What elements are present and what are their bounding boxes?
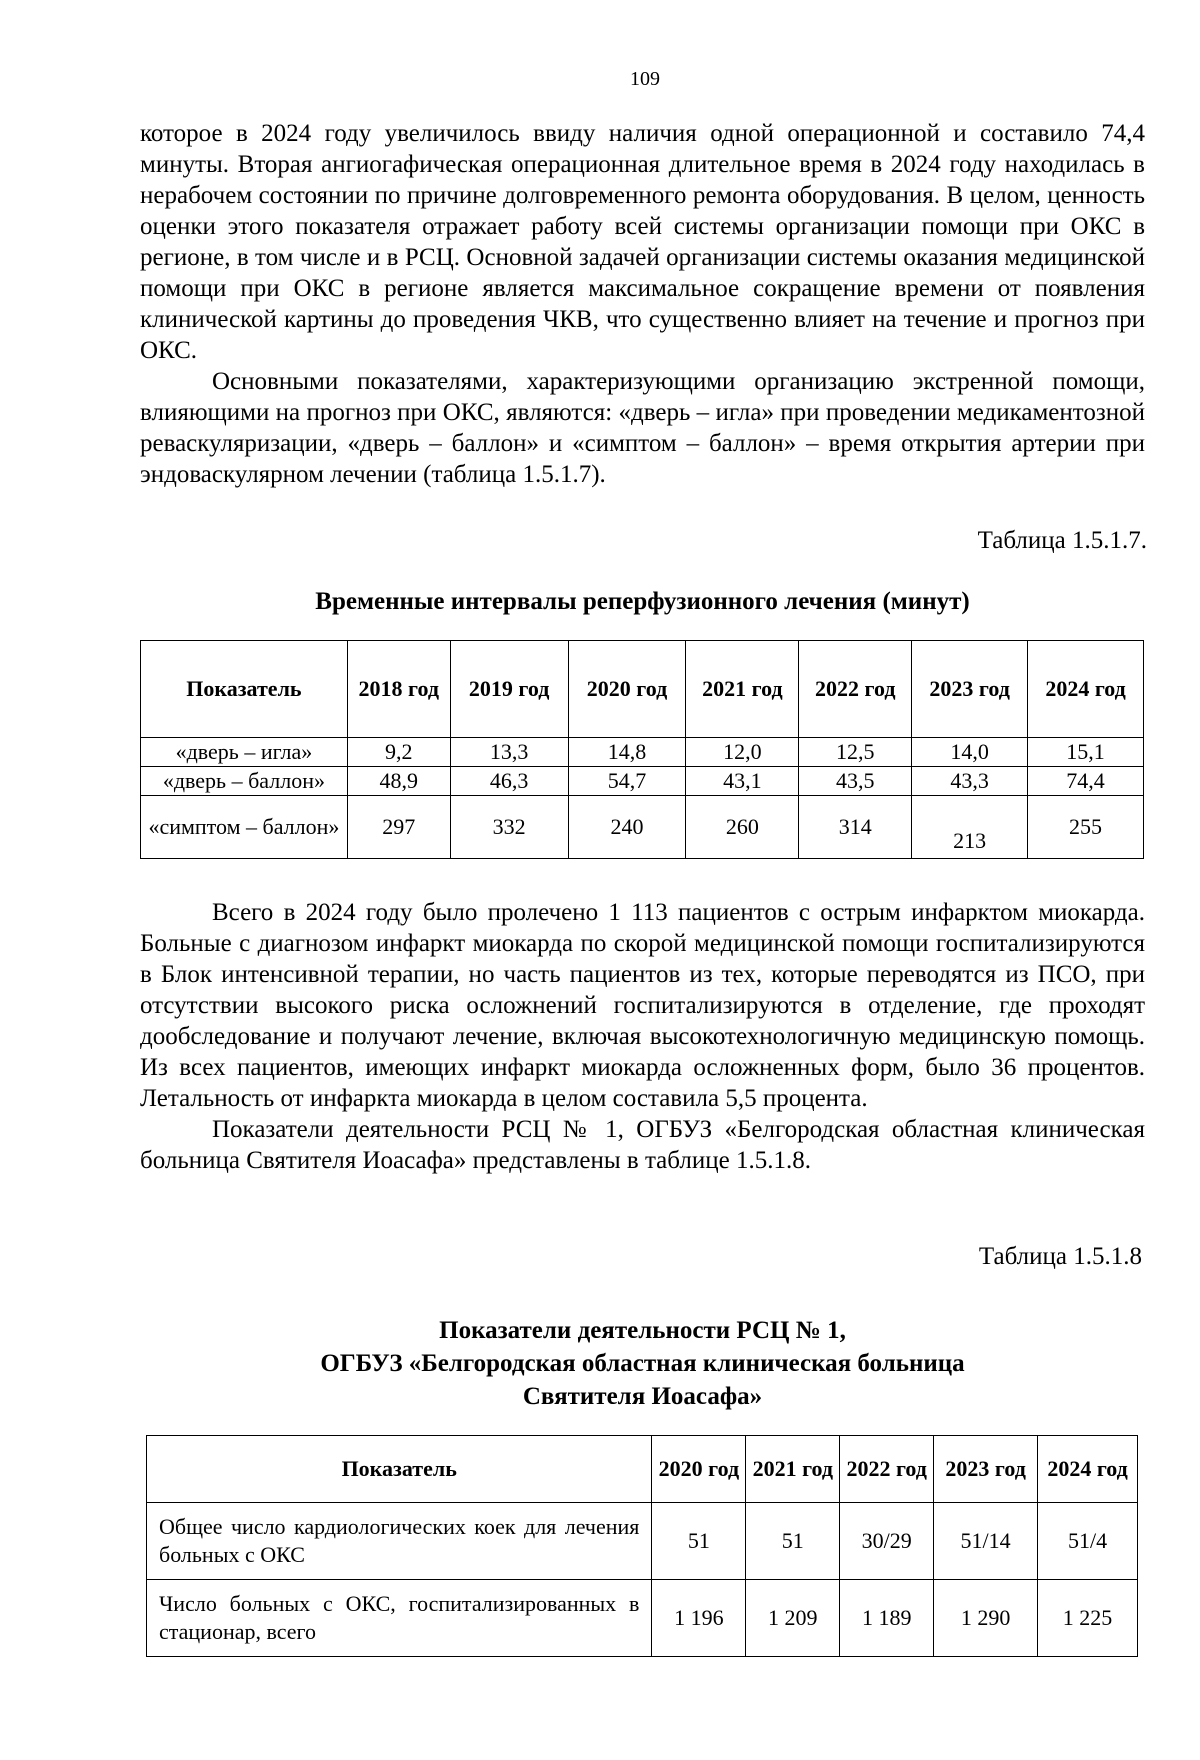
table-cell: 14,0 [912,738,1028,767]
header-cell: 2022 год [799,641,912,738]
table-row [141,767,1144,796]
table-cell: 51 [652,1503,746,1580]
header-cell: 2018 год [347,641,450,738]
header-cell: 2020 год [568,641,686,738]
table-reperfusion-intervals [140,640,1144,859]
table-cell: 1 189 [840,1580,934,1657]
table2-title [140,1314,1145,1413]
table-cell: 30/29 [840,1503,934,1580]
header-cell: 2023 год [912,641,1028,738]
paragraph-indicators: Основными показателями, характеризующими организацию экстренной помощи, влияющими на прогноз при ОКС, являются: «дверь – игла» при проведении медикаментозной реваскуляризации, «дверь – баллон» и «симптом – баллон» – время открытия артерии при эндоваскулярном лечении (таблица 1.5.1.7). [140,368,1145,488]
table-cell: 297 [347,796,450,859]
table-cell: 51/4 [1038,1503,1138,1580]
table-cell: 51/14 [934,1503,1038,1580]
row-label: «дверь – баллон» [141,767,348,796]
middle-text-block [140,897,1145,1176]
table-row [147,1503,1138,1580]
table-cell: 332 [450,796,568,859]
header-cell: 2023 год [934,1436,1038,1503]
table-cell: 1 196 [652,1580,746,1657]
table-cell: 240 [568,796,686,859]
table-cell: 74,4 [1028,767,1144,796]
row-label: Общее число кардиологических коек для лечения больных с ОКС [147,1503,652,1580]
table-row [141,796,1144,859]
table-cell: 13,3 [450,738,568,767]
table-cell: 260 [686,796,799,859]
table-cell: 213 [912,796,1028,859]
top-text-block [140,118,1145,490]
table-cell: 12,0 [686,738,799,767]
row-label: Число больных с ОКС, госпитализированных в стационар, всего [147,1580,652,1657]
header-cell: 2020 год [652,1436,746,1503]
table-header-row [141,641,1144,738]
paragraph-patients: Всего в 2024 году было пролечено 1 113 пациентов с острым инфарктом миокарда. Больные с диагнозом инфаркт миокарда по скорой медицинской помощи госпитализируются в Блок интенсивной терапии, но часть пациентов из тех, которые переводятся из ПСО, при отсутствии высокого риска осложнений госпитализируются в отделение, где проходят дообследование и получают лечение, включая высокотехнологичную медицинскую помощь. Из всех пациентов, имеющих инфаркт миокарда осложненных форм, было 36 процентов. Летальность от инфаркта миокарда в целом составила 5,5 процента. [140,899,1145,1112]
table-cell: 54,7 [568,767,686,796]
row-label: «симптом – баллон» [141,796,348,859]
header-cell: 2019 год [450,641,568,738]
paragraph-rsc-indicators: Показатели деятельности РСЦ № 1, ОГБУЗ «Белгородская областная клиническая больница Святителя Иоасафа» представлены в таблице 1.5.1.8. [140,1116,1145,1174]
table-cell: 1 290 [934,1580,1038,1657]
header-cell: 2024 год [1038,1436,1138,1503]
table-cell: 43,3 [912,767,1028,796]
table-cell: 314 [799,796,912,859]
table-cell: 51 [746,1503,840,1580]
header-cell: Показатель [141,641,348,738]
table-cell: 12,5 [799,738,912,767]
table2-title-line: Святителя Иоасафа» [522,1383,763,1410]
table-row [147,1580,1138,1657]
header-cell: 2024 год [1028,641,1144,738]
table-row [141,738,1144,767]
table-cell: 1 225 [1038,1580,1138,1657]
table-cell: 9,2 [347,738,450,767]
row-label: «дверь – игла» [141,738,348,767]
table-cell: 48,9 [347,767,450,796]
table2-title-line: Показатели деятельности РСЦ № 1, [439,1317,846,1344]
table2-caption: Таблица 1.5.1.8 [978,1243,1142,1270]
page-number: 109 [630,68,660,90]
table2-title-line: ОГБУЗ «Белгородская областная клиническая больница [320,1350,965,1377]
header-cell: 2021 год [686,641,799,738]
header-cell: 2021 год [746,1436,840,1503]
table1-caption: Таблица 1.5.1.7. [977,527,1147,554]
table-cell: 14,8 [568,738,686,767]
table-header-row [147,1436,1138,1503]
table-cell: 1 209 [746,1580,840,1657]
table-rsc-indicators [146,1435,1138,1657]
table-cell: 46,3 [450,767,568,796]
table-cell: 15,1 [1028,738,1144,767]
table1-title: Временные интервалы реперфузионного лечения (минут) [315,588,970,615]
table-cell: 43,1 [686,767,799,796]
table-cell: 255 [1028,796,1144,859]
table-cell: 43,5 [799,767,912,796]
header-cell: 2022 год [840,1436,934,1503]
header-cell: Показатель [147,1436,652,1503]
paragraph-continuation: которое в 2024 году увеличилось ввиду наличия одной операционной и составило 74,4 минуты. Вторая ангиогафическая операционная длительное время в 2024 году находилась в нерабочем состоянии по причине долговременного ремонта оборудования. В целом, ценность оценки этого показателя отражает работу всей системы организации помощи при ОКС в регионе, в том числе и в РСЦ. Основной задачей организации системы оказания медицинской помощи при ОКС в регионе является максимальное сокращение времени от появления клинической картины до проведения ЧКВ, что существенно влияет на течение и прогноз при ОКС. [140,120,1145,364]
